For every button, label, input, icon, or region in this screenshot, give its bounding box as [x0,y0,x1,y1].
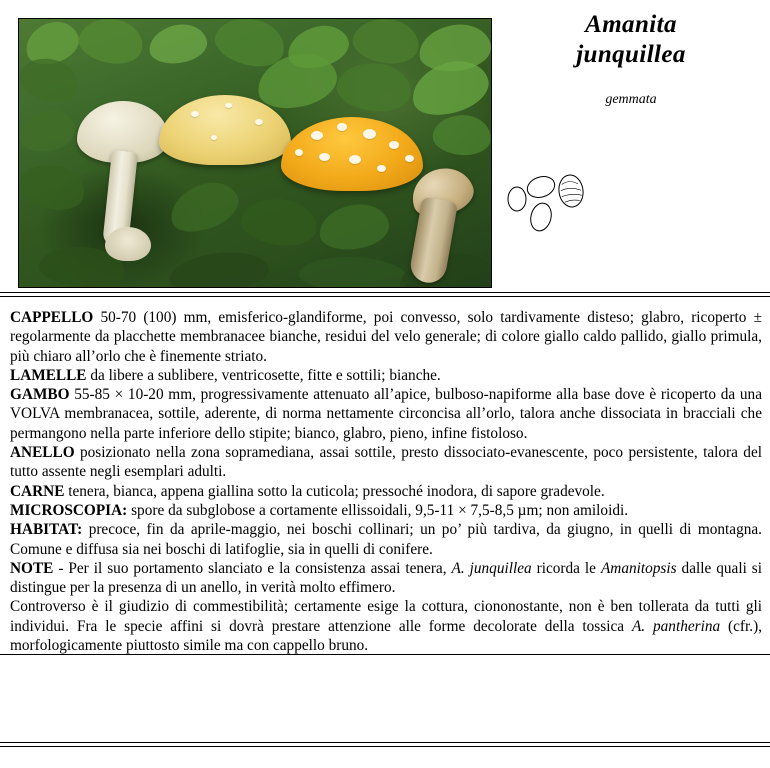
genus-name: Amanita [585,11,677,38]
veil-patch [211,135,217,140]
leaf-shape [350,18,423,68]
text-anello: posizionato nella zona sopramediana, assai sottile, presto dissociato-evanescente, poco persistente, talora del tutto assente negli esemplari adulti. [10,444,762,481]
divider-footer-top [0,742,770,743]
label-anello: ANELLO [10,444,75,462]
spore-drawing [505,165,625,245]
divider-top [0,292,770,293]
species-title [500,10,762,108]
text-cappello: 50-70 (100) mm, emisferico-glandiforme, poi convesso, solo tardivamente disteso; glabro, ricoperto ± regolarmente da placchette membranacee bianche, residui del velo generale; di colore giallo caldo pallido, giallo primula, più chiaro all’orlo che è finemente striato. [10,309,762,365]
label-microscopia: MICROSCOPIA: [10,501,128,519]
text-note-part1: - Per il suo portamento slanciato e la consistenza assai tenera, [53,559,452,577]
veil-patch [319,153,330,161]
leaf-shape [298,253,410,288]
veil-patch [337,123,347,131]
leaf-shape [18,158,89,217]
text-carne: tenera, bianca, appena giallina sotto la cuticola; pressoché inodora, di sapore gradevole. [64,482,605,500]
text-closing-part1: Controverso è il giudizio di commestibilità; certamente esige la cottura, ciononostante, non è ben tollerata da tutti gli individui. Fra le specie affini si dovrà prestare attenzione alle forme decolorate della tossica [10,598,762,635]
species-synonym: gemmata [605,92,657,107]
text-habitat: precoce, fin da aprile-maggio, nei boschi collinari; un po’ più tardiva, da giugno, in quelli di montagna. Comune e diffusa sia nei boschi di latifoglie, sia in quelli di conifere. [10,521,762,558]
paragraph-note [10,559,762,598]
veil-patch [389,141,399,149]
veil-patch [377,165,386,172]
veil-patch [255,119,263,125]
paragraph-carne [10,482,762,501]
text-note-italic2: Amanitopsis [600,559,677,577]
paragraph-commestibilita [10,597,762,655]
veil-patch [363,129,376,139]
text-note-part2: ricorda le [531,559,601,577]
divider-top-secondary [0,296,770,297]
text-note-italic1: A. junquillea [451,559,532,577]
leaf-shape [431,112,492,158]
label-lamelle: LAMELLE [10,366,87,384]
veil-patch [225,103,232,108]
paragraph-microscopia [10,501,762,520]
paragraph-lamelle [10,366,762,385]
text-lamelle: da libere a sublibere, ventricosette, fitte e sottili; bianche. [86,366,441,384]
label-note: NOTE [10,559,54,577]
text-gambo: 55-85 × 10-20 mm, progressivamente attenuato all’apice, bulboso-napiforme alla base dove è ricoperto da una VOLVA membranacea, sottile, aderente, di norma nettamente circoncisa all’orlo, talora anche dissociata in bracciali che permangono nella parte inferiore dello stipite; bianco, glabro, pieno, infine fistoloso. [10,386,762,442]
mushroom-volva-pale [105,227,151,261]
text-note-part3: dalle quali si distingue per la presenza di un anello, in verità molto effimero. [10,559,762,597]
leaf-shape [147,21,210,67]
label-cappello: CAPPELLO [10,309,94,326]
veil-patch [311,131,323,140]
veil-patch [349,155,361,164]
paragraph-anello [10,443,762,482]
leaf-shape [18,50,84,110]
paragraph-cappello [10,308,762,366]
paragraph-gambo [10,385,762,443]
description-block [10,308,762,655]
leaf-shape [168,249,271,288]
divider-footer-bottom [0,746,770,747]
text-closing-italic1: A. pantherina [631,617,721,635]
text-closing-part2: (cfr.), morfologicamente piuttosto simile ma con cappello bruno. [10,617,762,655]
leaf-shape [164,174,245,239]
veil-patch [191,111,199,117]
leaf-shape [238,193,321,251]
label-gambo: GAMBO [10,386,70,404]
photo-background [19,19,491,287]
leaf-shape [18,106,78,155]
mushroom-photo [18,18,492,288]
leaf-shape [316,200,391,253]
veil-patch [405,155,414,162]
spore-illustration-svg [505,165,625,245]
veil-patch [295,149,303,156]
divider-bottom [0,654,770,655]
leaf-shape [334,58,414,116]
label-carne: CARNE [10,482,65,500]
paragraph-habitat [10,520,762,559]
species-name: junquillea [576,41,686,68]
header-area [0,0,770,295]
label-habitat: HABITAT: [10,521,83,539]
leaf-shape [75,18,147,69]
text-microscopia: spore da subglobose a cortamente ellissoidali, 9,5-11 × 7,5-8,5 µm; non amiloidi. [127,501,629,519]
